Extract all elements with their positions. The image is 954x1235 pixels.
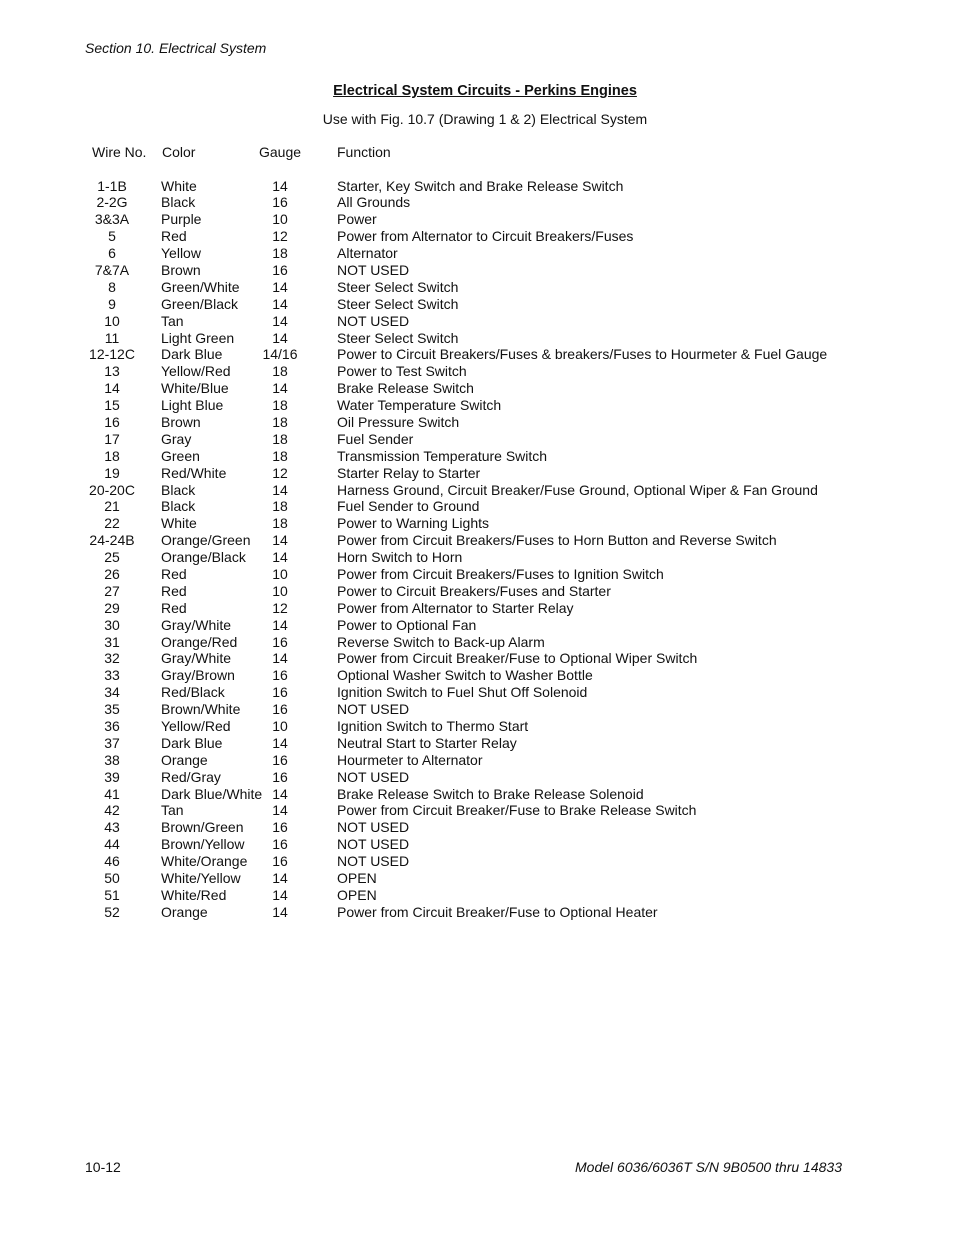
wire-color: Purple: [161, 211, 202, 228]
wire-gauge: 14: [272, 650, 288, 667]
table-row: [0, 482, 954, 499]
page-subtitle: Use with Fig. 10.7 (Drawing 1 & 2) Electrical System: [322, 111, 648, 127]
wire-color: White: [161, 177, 197, 194]
wire-number: 30: [104, 616, 120, 633]
table-row: [0, 667, 954, 684]
wire-gauge: 16: [272, 261, 288, 278]
wire-gauge: 14: [272, 329, 288, 346]
wire-number: 25: [104, 549, 120, 566]
wire-number: 26: [104, 565, 120, 582]
wire-function: NOT USED: [337, 853, 410, 870]
wire-color: Red/Gray: [161, 768, 221, 785]
wire-color: Brown/White: [161, 701, 241, 718]
wire-number: 21: [104, 498, 120, 515]
wire-function: Power from Alternator to Circuit Breakers/Fuses: [337, 228, 634, 245]
wire-gauge: 18: [272, 245, 288, 262]
table-row: [0, 836, 954, 853]
wire-function: Transmission Temperature Switch: [337, 447, 548, 464]
wire-gauge: 14: [272, 549, 288, 566]
wire-color: Yellow/Red: [161, 718, 231, 734]
wire-gauge: 16: [272, 853, 288, 870]
wire-color: Orange: [161, 903, 208, 920]
wire-color: Red/Black: [161, 684, 225, 701]
wire-number: 37: [104, 734, 120, 751]
wire-gauge: 18: [272, 430, 288, 447]
wire-function: NOT USED: [337, 819, 410, 836]
wire-gauge: 14: [272, 532, 288, 549]
wire-number: 3&3A: [94, 211, 130, 228]
wire-number: 15: [104, 397, 120, 414]
wire-color: Light Green: [161, 329, 235, 346]
table-row: [0, 904, 954, 921]
wire-number: 39: [104, 768, 120, 785]
wire-gauge: 16: [272, 836, 288, 853]
wire-gauge: 14: [272, 295, 288, 312]
table-row: [0, 363, 954, 380]
column-header-function: Function: [337, 144, 391, 160]
table-row: [0, 465, 954, 482]
wire-color: Brown: [161, 413, 201, 430]
wire-function: Fuel Sender to Ground: [337, 498, 480, 515]
table-row: [0, 313, 954, 330]
wire-function: Power from Alternator to Starter Relay: [337, 599, 574, 616]
wire-gauge: 16: [272, 819, 288, 836]
table-row: [0, 735, 954, 752]
table-row: [0, 549, 954, 566]
wire-number: 10: [104, 312, 120, 329]
wire-gauge: 10: [272, 211, 288, 228]
wire-number: 42: [104, 802, 120, 819]
table-row: [0, 650, 954, 667]
table-row: [0, 296, 954, 313]
table-row: [0, 887, 954, 904]
model-info: Model 6036/6036T S/N 9B0500 thru 14833: [575, 1159, 842, 1175]
wire-number: 29: [104, 599, 120, 616]
wire-color: Gray/White: [161, 650, 232, 667]
wire-function: NOT USED: [337, 261, 410, 278]
wire-color: Dark Blue/White: [161, 785, 263, 802]
wire-number: 6: [108, 245, 116, 262]
table-row: [0, 853, 954, 870]
wire-number: 8: [108, 278, 116, 295]
table-row: [0, 819, 954, 836]
wire-number: 32: [104, 650, 120, 667]
wire-number: 5: [108, 228, 116, 245]
wire-function: Power to Optional Fan: [337, 616, 477, 633]
wire-function: Alternator: [337, 245, 398, 262]
wire-color: White/Yellow: [161, 870, 241, 887]
wire-function: Brake Release Switch to Brake Release Solenoid: [337, 785, 644, 802]
table-row: [0, 752, 954, 769]
table-row: [0, 566, 954, 583]
wire-gauge: 18: [272, 498, 288, 515]
table-row: [0, 262, 954, 279]
wire-color: Orange/Red: [161, 633, 238, 650]
table-row: [0, 245, 954, 262]
wire-gauge: 14: [272, 903, 288, 920]
wire-number: 46: [104, 853, 120, 870]
wire-color: Brown: [161, 261, 201, 278]
wire-color: Red: [161, 565, 187, 582]
wire-function: Power from Circuit Breaker/Fuse to Brake Release Switch: [337, 802, 697, 819]
wire-function: OPEN: [337, 870, 377, 887]
wire-number: 31: [104, 633, 120, 650]
wire-color: White/Orange: [161, 853, 248, 870]
table-row: [0, 346, 954, 363]
wire-color: Red: [161, 582, 187, 599]
wire-function: Water Temperature Switch: [337, 397, 502, 414]
wire-color: White/Red: [161, 886, 227, 903]
column-header-color: Color: [162, 144, 196, 160]
wire-gauge: 16: [272, 684, 288, 701]
table-row: [0, 583, 954, 600]
wire-function: NOT USED: [337, 312, 410, 329]
table-row: [0, 330, 954, 347]
table-row: [0, 802, 954, 819]
wire-function: Hourmeter to Alternator: [337, 751, 483, 768]
wire-gauge: 18: [272, 447, 288, 464]
column-header-wire: Wire No.: [92, 144, 147, 160]
wire-function: NOT USED: [337, 836, 410, 853]
wire-color: Brown/Green: [161, 819, 244, 836]
wire-gauge: 18: [272, 515, 288, 532]
wire-function: OPEN: [337, 886, 377, 903]
table-row: [0, 380, 954, 397]
page-title: Electrical System Circuits - Perkins Engines: [333, 83, 637, 99]
table-row: [0, 431, 954, 448]
wire-gauge: 14: [272, 177, 288, 194]
wire-number: 20-20C: [89, 481, 135, 498]
wire-function: Ignition Switch to Thermo Start: [337, 718, 529, 734]
wire-gauge: 14: [272, 278, 288, 295]
wire-number: 11: [104, 329, 120, 346]
table-row: [0, 194, 954, 211]
wire-number: 34: [104, 684, 120, 701]
wire-gauge: 16: [272, 194, 288, 211]
wire-number: 1-1B: [97, 177, 127, 194]
wire-number: 35: [104, 701, 120, 718]
wire-color: Black: [161, 194, 196, 211]
wire-function: Steer Select Switch: [337, 329, 459, 346]
wire-function: Power from Circuit Breaker/Fuse to Optional Wiper Switch: [337, 650, 698, 667]
wire-color: Green: [161, 447, 200, 464]
column-header-gauge: Gauge: [259, 144, 302, 160]
wire-function: Power to Circuit Breakers/Fuses and Starter: [337, 582, 611, 599]
wire-color: Red: [161, 228, 187, 245]
wire-number: 43: [104, 819, 120, 836]
wire-function: Reverse Switch to Back-up Alarm: [337, 633, 545, 650]
wire-gauge: 18: [272, 413, 288, 430]
table-row: [0, 414, 954, 431]
wire-function: Steer Select Switch: [337, 295, 459, 312]
wire-color: White/Blue: [161, 380, 229, 397]
wire-function: Fuel Sender: [337, 430, 414, 447]
wire-function: Brake Release Switch: [337, 380, 474, 397]
table-row: [0, 684, 954, 701]
table-row: [0, 617, 954, 634]
wire-gauge: 14/16: [262, 346, 298, 363]
table-row: [0, 769, 954, 786]
wire-number: 18: [104, 447, 120, 464]
wire-function: Neutral Start to Starter Relay: [337, 734, 517, 751]
wire-color: Red/White: [161, 464, 227, 481]
wire-gauge: 12: [272, 464, 288, 481]
table-row: [0, 397, 954, 414]
table-row: [0, 448, 954, 465]
wire-color: Red: [161, 599, 187, 616]
wire-number: 33: [104, 667, 120, 684]
wire-color: Green/White: [161, 278, 240, 295]
wire-color: Gray: [161, 430, 192, 447]
wire-number: 50: [104, 870, 120, 887]
wire-color: Gray/Brown: [161, 667, 235, 684]
table-row: [0, 515, 954, 532]
wire-number: 17: [104, 430, 120, 447]
wire-function: Oil Pressure Switch: [337, 413, 460, 430]
wire-gauge: 14: [272, 380, 288, 397]
wire-gauge: 14: [272, 312, 288, 329]
wire-color: White: [161, 515, 197, 532]
wire-gauge: 10: [272, 718, 288, 734]
wire-function: Power: [337, 211, 377, 228]
wire-gauge: 14: [272, 481, 288, 498]
section-header: Section 10. Electrical System: [85, 40, 267, 56]
wire-number: 9: [108, 295, 116, 312]
table-row: [0, 228, 954, 245]
wire-function: Power to Warning Lights: [337, 515, 489, 532]
wire-function: Power from Circuit Breakers/Fuses to Ignition Switch: [337, 565, 664, 582]
wire-number: 14: [104, 380, 120, 397]
wire-color: Dark Blue: [161, 734, 223, 751]
table-row: [0, 532, 954, 549]
wire-color: Dark Blue: [161, 346, 223, 363]
wire-color: Orange/Green: [161, 532, 251, 549]
wire-color: Black: [161, 481, 196, 498]
wire-table: [0, 178, 954, 921]
wire-function: Power to Circuit Breakers/Fuses & breakers/Fuses to Hourmeter & Fuel Gauge: [337, 346, 828, 363]
table-row: [0, 786, 954, 803]
wire-gauge: 18: [272, 397, 288, 414]
wire-color: Brown/Yellow: [161, 836, 245, 853]
wire-color: Gray/White: [161, 616, 232, 633]
wire-number: 16: [104, 413, 120, 430]
wire-number: 7&7A: [94, 261, 130, 278]
page-number: 10-12: [85, 1159, 121, 1175]
wire-gauge: 16: [272, 768, 288, 785]
wire-function: Starter Relay to Starter: [337, 464, 481, 481]
wire-number: 52: [104, 903, 120, 920]
table-row: [0, 634, 954, 651]
wire-number: 24-24B: [89, 532, 135, 549]
table-row: [0, 701, 954, 718]
wire-gauge: 14: [272, 886, 288, 903]
wire-color: Orange: [161, 751, 208, 768]
wire-color: Orange/Black: [161, 549, 246, 566]
wire-gauge: 16: [272, 701, 288, 718]
table-row: [0, 211, 954, 228]
wire-number: 44: [104, 836, 120, 853]
wire-color: Light Blue: [161, 397, 224, 414]
wire-number: 51: [104, 886, 120, 903]
wire-function: Horn Switch to Horn: [337, 549, 463, 566]
wire-color: Green/Black: [161, 295, 239, 312]
wire-gauge: 16: [272, 633, 288, 650]
wire-number: 22: [104, 515, 120, 532]
wire-gauge: 14: [272, 802, 288, 819]
wire-gauge: 14: [272, 616, 288, 633]
wire-gauge: 10: [272, 582, 288, 599]
table-row: [0, 718, 954, 735]
wire-gauge: 10: [272, 565, 288, 582]
wire-function: NOT USED: [337, 768, 410, 785]
wire-function: NOT USED: [337, 701, 410, 718]
wire-number: 19: [104, 464, 120, 481]
wire-function: Power from Circuit Breaker/Fuse to Optional Heater: [337, 903, 658, 920]
wire-number: 38: [104, 751, 120, 768]
wire-gauge: 14: [272, 734, 288, 751]
wire-gauge: 18: [272, 363, 288, 380]
wire-color: Yellow/Red: [161, 363, 231, 380]
wire-number: 13: [104, 363, 120, 380]
wire-color: Yellow: [161, 245, 201, 262]
wire-function: All Grounds: [337, 194, 411, 211]
wire-function: Steer Select Switch: [337, 278, 459, 295]
wire-function: Optional Washer Switch to Washer Bottle: [337, 667, 593, 684]
wire-number: 2-2G: [96, 194, 128, 211]
wire-function: Power from Circuit Breakers/Fuses to Horn Button and Reverse Switch: [337, 532, 777, 549]
wire-number: 36: [104, 718, 120, 734]
wire-number: 12-12C: [89, 346, 135, 363]
wire-function: Power to Test Switch: [337, 363, 467, 380]
wire-gauge: 16: [272, 667, 288, 684]
table-row: [0, 178, 954, 195]
wire-gauge: 12: [272, 599, 288, 616]
table-row: [0, 870, 954, 887]
table-row: [0, 498, 954, 515]
wire-number: 41: [104, 785, 120, 802]
wire-gauge: 14: [272, 870, 288, 887]
table-row: [0, 600, 954, 617]
table-row: [0, 279, 954, 296]
wire-gauge: 14: [272, 785, 288, 802]
wire-gauge: 16: [272, 751, 288, 768]
wire-color: Tan: [161, 802, 184, 819]
wire-number: 27: [104, 582, 120, 599]
wire-color: Tan: [161, 312, 184, 329]
wire-function: Starter, Key Switch and Brake Release Switch: [337, 177, 624, 194]
wire-gauge: 12: [272, 228, 288, 245]
wire-function: Ignition Switch to Fuel Shut Off Solenoid: [337, 684, 588, 701]
wire-function: Harness Ground, Circuit Breaker/Fuse Ground, Optional Wiper & Fan Ground: [337, 481, 818, 498]
wire-color: Black: [161, 498, 196, 515]
